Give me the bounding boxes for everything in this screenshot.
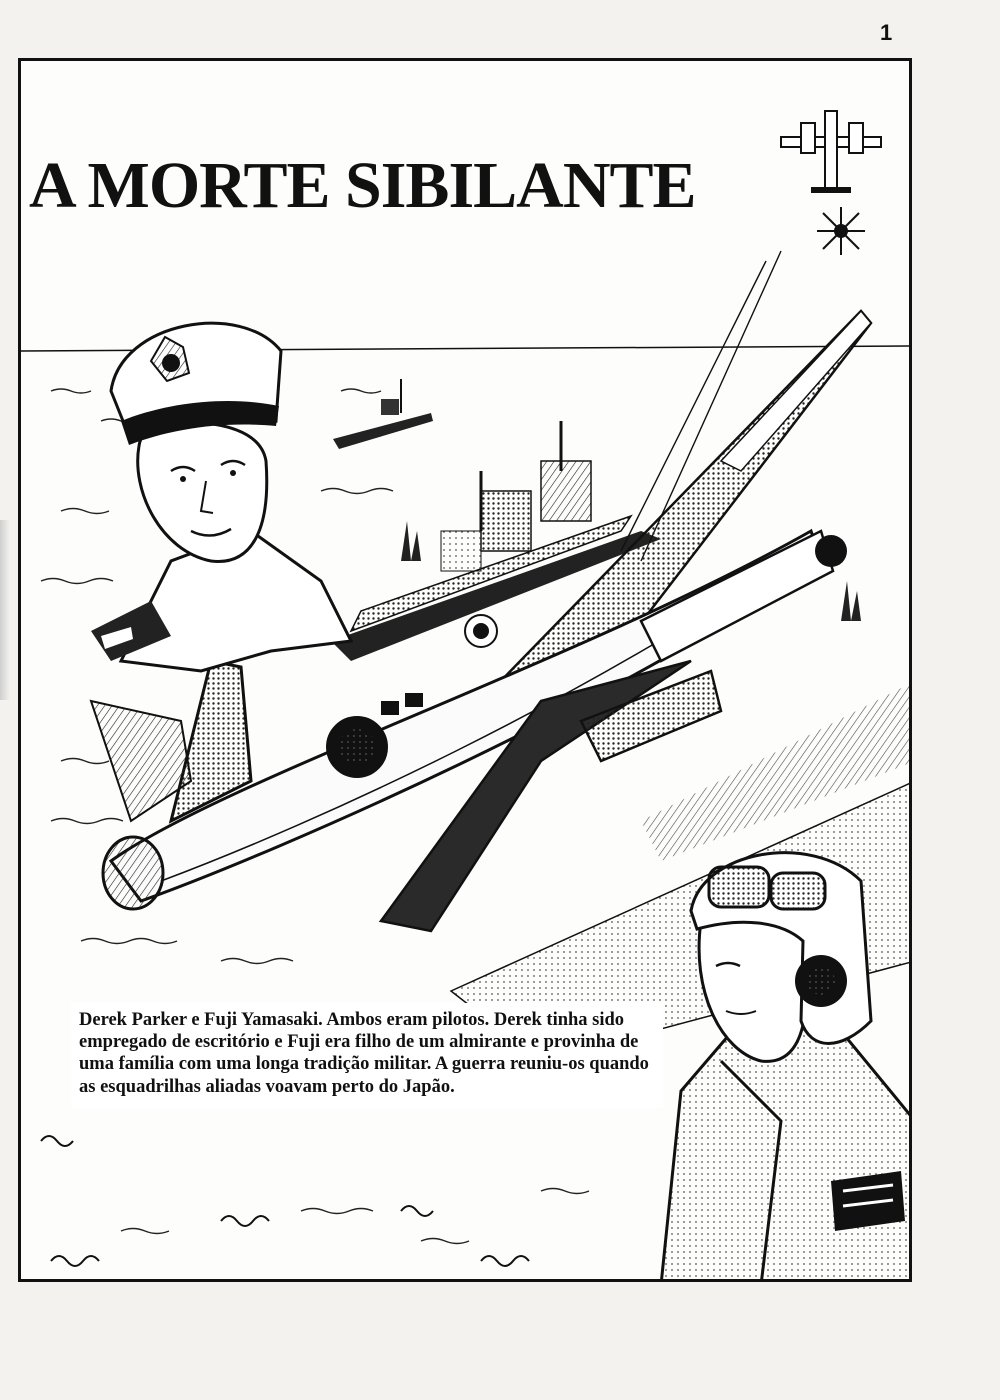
scan-edge-shadow [0, 520, 10, 700]
comic-panel [18, 58, 912, 1282]
story-title: A MORTE SIBILANTE [29, 149, 696, 222]
page-number: 1 [880, 20, 893, 45]
naval-officer-portrait [91, 323, 351, 671]
distant-plane-illustration [781, 111, 881, 193]
explosion-illustration [817, 207, 865, 255]
story-caption: Derek Parker e Fuji Yamasaki. Ambos eram pilotos. Derek tinha sido empregado de escritório e Fuji era filho de um almirante e provinha de uma família com uma longa tradição militar. A guerra reuniu-os quando as esquadrilhas aliadas voavam perto do Japão. [71, 1003, 663, 1108]
